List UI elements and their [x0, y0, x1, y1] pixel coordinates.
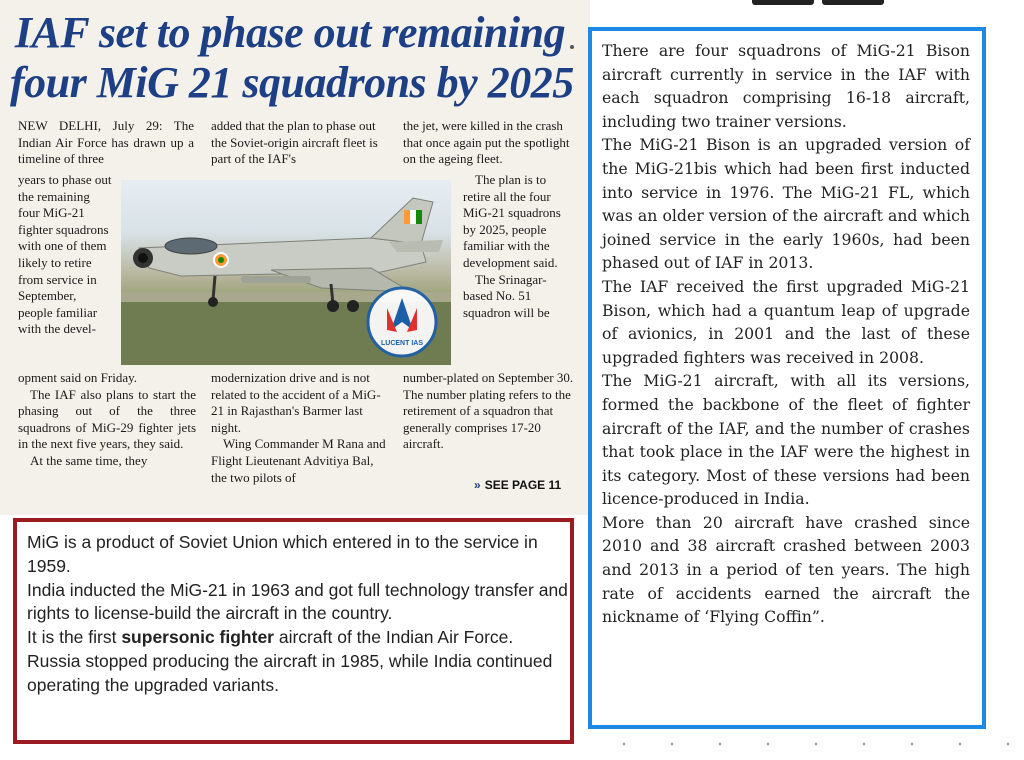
headline-line-2: four MiG 21 squadrons by 2025 [10, 58, 574, 107]
headline-line-1: IAF set to phase out remaining [14, 8, 566, 57]
lucent-ias-watermark: LUCENT IAS [381, 340, 423, 347]
notes-box-red [13, 518, 574, 744]
note-red-2: India inducted the MiG-21 in 1963 and got full technology transfer and rights to license-build the aircraft in the country. [27, 579, 568, 624]
note-red-3-post: aircraft of the Indian Air Force. [274, 627, 514, 648]
note-red-3-bold: supersonic fighter [121, 627, 274, 648]
article-col3-bottom [403, 370, 575, 453]
note-blue-1: There are four squadrons of MiG-21 Bison aircraft currently in service in the IAF with each squadron comprising 16-18 aircraft, including two trainer versions. [602, 41, 970, 131]
article-col1-wrap-text: years to phase out the remaining four MiG-21 fighter squadrons with one of them likely to retire from service in September, people familiar with the devel- [18, 172, 112, 337]
article-col2-paragraph-2: Wing Commander M Rana and Flight Lieutenant Advitiya Bal, the two pilots of [211, 436, 386, 485]
note-red-3-pre: It is the first [27, 627, 122, 648]
article-col1-wrap [18, 172, 114, 338]
top-bar-indicator-right [822, 0, 884, 5]
article-col1-top [18, 118, 194, 168]
article-col3-wrap [463, 172, 573, 321]
article-dateline-text: NEW DELHI, July 29: The Indian Air Force has drawn up a timeline of three [18, 118, 194, 167]
article-col3-top-text: the jet, were killed in the crash that once again put the spotlight on the ageing fleet. [403, 118, 570, 167]
article-col1-line: opment said on Friday. [18, 370, 138, 385]
article-col3-paragraph: The plan is to retire all the four MiG-21 squadrons by 2025, people familiar with the development said. [463, 172, 561, 270]
article-col1-paragraph: The IAF also plans to start the phasing out of the three squadrons of MiG-29 fighter jets in the next five years, they said. [18, 386, 196, 452]
bullet-dot [570, 45, 574, 49]
double-chevron-right-icon: » [474, 478, 481, 492]
top-bar-indicator-left [752, 0, 814, 5]
mig21-photo [121, 180, 451, 365]
headline [10, 8, 574, 108]
article-col2-bottom [211, 370, 389, 486]
article-col2-top [211, 118, 391, 168]
article-col3-bottom-text: number-plated on September 30. The number plating refers to the retirement of a squadron that generally comprises 17-20 aircraft. [403, 370, 574, 452]
note-blue-5: More than 20 aircraft have crashed since 2010 and 38 aircraft crashed between 2003 and 2013 in a period of ten years. The high rate of accidents earned the aircraft the nickname of ‘Flying Coffin”. [602, 512, 970, 627]
note-blue-4: The MiG-21 aircraft, with all its versions, formed the backbone of the fleet of fighter aircraft of the IAF, and the number of crashes that took place in the IAF were the highest in its category. Most of these versions had been licence-produced in India. [602, 371, 970, 509]
article-col2-paragraph: modernization drive and is not related to the accident of a MiG-21 in Rajasthan's Barmer last night. [211, 370, 381, 435]
article-col3-top [403, 118, 573, 168]
dotted-rule [600, 742, 1020, 746]
note-red-3 [27, 626, 570, 650]
article-col2-top-text: added that the plan to phase out the Soviet-origin aircraft fleet is part of the IAF's [211, 118, 378, 167]
article-col1-paragraph-end: At the same time, they [30, 452, 148, 468]
article-col3-paragraph-2: The Srinagar-based No. 51 squadron will be [463, 271, 550, 320]
see-page-label: SEE PAGE 11 [484, 478, 562, 492]
note-blue-2: The MiG-21 Bison is an upgraded version of the MiG-21bis which had been first inducted into service in 1976. The MiG-21 FL, which was an older version of the aircraft and which joined service in the early 1960s, had been phased out of IAF in 2013. [602, 135, 970, 273]
note-blue-3: The IAF received the first upgraded MiG-21 Bison, which had a quantum leap of upgrade of avionics, in 2001 and the last of these upgraded fighters was received in 2008. [602, 276, 970, 367]
notes-box-blue [588, 27, 986, 729]
article-col1-bottom [18, 370, 196, 470]
note-red-4: Russia stopped producing the aircraft in 1985, while India continued operating the upgraded variants. [27, 650, 553, 695]
note-red-1: MiG is a product of Soviet Union which entered in to the service in 1959. [27, 532, 538, 576]
newspaper-clipping [0, 0, 590, 515]
mig21-jet-illustration [121, 180, 451, 365]
see-page-link[interactable] [474, 478, 584, 492]
